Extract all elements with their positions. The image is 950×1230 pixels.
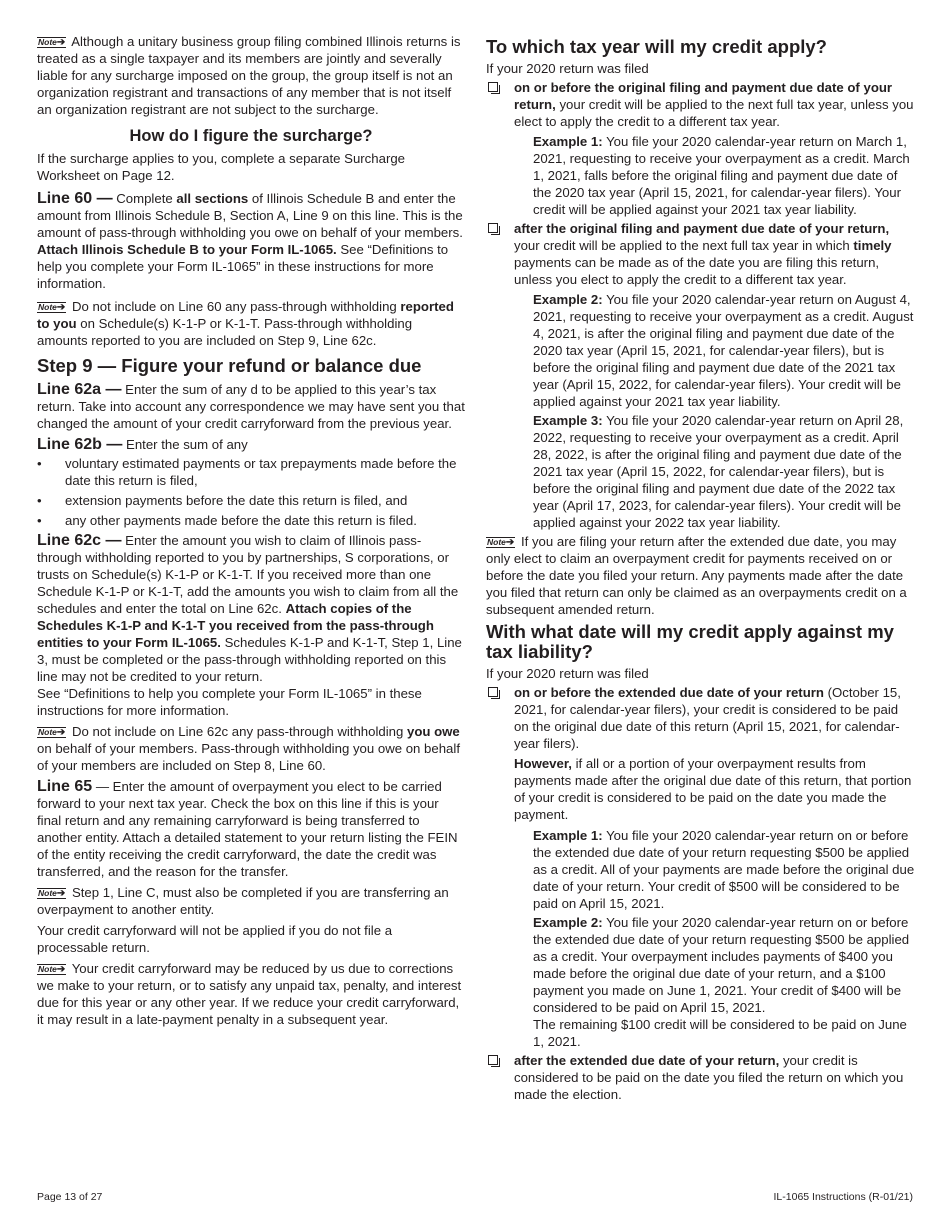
note-unitary: Note➔ Although a unitary business group filing combined Illinois returns is treated as a single taxpayer and its members are jointly and severally liable for any surcharge imposed on the group, the group itself is not an organization registrant and transactions of any member that is not itself an organization registrant are not subject to the surcharge. [37,34,461,117]
example-1: Example 1: You file your 2020 calendar-year return on March 1, 2021, requesting to receive your overpayment as a credit. March 1, 2021, falls before the original filing and payment due date of the 2020 tax year (April 15, 2021, for calendar-year filers). Your credit will be applied against your 2021 tax year liability. [533,134,910,217]
line-60: Line 60 — Complete all sections of Illinois Schedule B and enter the amount from Illinois Schedule B, Section A, Line 9 on this line. This is the amount of pass-through withholding you owe on behalf of your members. Attach Illinois Schedule B to your Form IL-1065. See “Definitions to help you complete your Form IL-1065” in these instructions for more information. [37,190,463,291]
surcharge-heading: How do I figure the surcharge? [129,127,373,145]
which-date-heading: With what date will my credit apply against my tax liability? [486,621,894,662]
if-2020-text: If your 2020 return was filed [486,61,649,76]
line-62c: Line 62c — Enter the amount you wish to claim of Illinois pass-through withholding reported to you by partnerships, S corporations, or trusts on Schedule(s) K-1-P or K-1-T. If you received more than one Schedule K-1-P or K-1-T, add the amounts you wish to claim from all the schedules and enter the total on Line 62c. Attach copies of the Schedules K-1-P and K-1-T you received from the pass-through entities to your Form IL-1065. Schedules K-1-P and K-1-T, Step 1, Line 3, must be completed or the pass-through withholding reported on this line may not be credited to your return. [37,532,462,684]
list-item: • voluntary estimated payments or tax prepayments made before the date this return is filed, [37,455,465,489]
note-reduced: Note➔ Your credit carryforward may be reduced by us due to corrections we make to your return, or to satisfy any unpaid tax, penalty, and interest due for this year or any other year. If we reduce your credit carryforward, it may result in a late-payment penalty in a subsequent year. [37,961,462,1027]
line-62b-list [37,455,465,529]
surcharge-text: If the surcharge applies to you, complete a separate Surcharge Worksheet on Page 12. [37,151,406,183]
date-example-2: Example 2: You file your 2020 calendar-year return on or before the extended due date of your return requesting $500 be applied as a credit. Your overpayment includes payments of $400 you made before the original due date of your return, and a $100 payment you made on June 1, 2021. Your credit of $400 will be considered to be paid on April 15, 2021. [533,915,910,1015]
checkbox-item-after-extended: after the extended due date of your return, your credit is considered to be paid on the date you filed the return on which you made the election. [486,1052,916,1103]
example-2: Example 2: You file your 2020 calendar-year return on August 4, 2021, requesting to receive your overpayment as a credit. August 4, 2021, is after the original filing and payment due date of the 2020 tax year (April 15, 2021, for calendar-year filers), but is before the original filing and payment due date of the 2021 tax year (April 15, 2022, for calendar-year filers). Your credit will be applied against your 2021 tax year liability. [533,292,914,409]
page-number: Page 13 of 27 [37,1191,103,1203]
note-extended: Note➔ If you are filing your return after the extended due date, you may only elect to claim an overpayment credit for payments received on or before the date you filed your return. Any payments made after the date you filed that return can only be claimed as an overpayments credit on a subsequent amended return. [486,534,907,617]
form-id: IL-1065 Instructions (R-01/21) [773,1191,913,1203]
carryforward-text: Your credit carryforward will not be applied if you do not file a processable return. [37,923,393,955]
checkbox-icon [488,1055,498,1065]
which-year-heading: To which tax year will my credit apply? [486,36,827,57]
line-62a: Line 62a — Enter the sum of any d to be applied to this year’s tax return. Take into account any correspondence we may have sent you that changed the amount of your credit carryforward from the previous year. [37,381,465,431]
note-icon: Note➔ [487,537,515,548]
line-62b: Line 62b — Enter the sum of any [37,436,248,453]
if-2020-text-2: If your 2020 return was filed [486,666,649,681]
checkbox-icon [488,82,498,92]
date-example-1: Example 1: You file your 2020 calendar-year return on or before the extended due date of your return requesting $500 be applied as a credit. All of your payments are made before the original due date of your return. Your credit of $500 will be considered to be paid on April 15, 2021. [533,828,915,911]
example-3: Example 3: You file your 2020 calendar-year return on April 28, 2022, requesting to receive your overpayment as a credit. April 28, 2022, is after the original filing and payment due date of the 2021 tax year (April 15, 2022, for calendar-year filers), but is before the original filing and payment due date of the 2022 tax year (April 17, 2023, for calendar-year filers). Your credit will be applied against your 2022 tax year liability. [533,413,904,530]
left-column [37,33,465,1032]
however-text: However, if all or a portion of your overpayment results from payments made after the original due date of this return, that portion of your credit is considered to be paid on the date you made the payment. [514,756,912,822]
step-9-heading: Step 9 — Figure your refund or balance due [37,355,422,376]
checkbox-item-before-due: on or before the original filing and payment due date of your return, your credit will be applied to the next full tax year, unless you elect to apply the credit to a different tax year. [486,79,916,130]
checkbox-item-after-due: after the original filing and payment due date of your return, your credit will be applied to the next full tax year in which timely payments can be made as of the date you are filing this return, unless you elect to apply the credit to a different tax year. [486,220,916,288]
list-item: • any other payments made before the date this return is filed. [37,512,465,529]
date-example-2-remaining: The remaining $100 credit will be considered to be paid on June 1, 2021. [533,1017,907,1049]
note-icon: Note➔ [38,964,66,975]
line-65: Line 65 — Enter the amount of overpayment you elect to be carried forward to your next tax year. Check the box on this line if this is your final return and any remaining carryforward is being transferred to another entity. Attach a detailed statement to your return listing the FEIN of the entity receiving the credit carryforward, the date the credit was transferred, and the reason for the transfer. [37,778,458,879]
checkbox-item-before-extended: on or before the extended due date of your return (October 15, 2021, for calendar-year filers), your credit is considered to be paid on the original due date of this return (April 15, 2021, for calendar-year filers). [486,684,916,752]
note-icon: Note➔ [38,727,66,738]
note-icon: Note➔ [38,888,66,899]
note-icon: Note➔ [38,302,66,313]
list-item: • extension payments before the date this return is filed, and [37,492,465,509]
note-line-60: Note➔ Do not include on Line 60 any pass-through withholding reported to you on Schedule(s) K-1-P or K-1-T. Pass-through withholding amounts reported to you are included on Step 9, Line 62c. [37,299,454,348]
note-line-65: Note➔ Step 1, Line C, must also be completed if you are transferring an overpayment to another entity. [37,885,449,917]
checkbox-icon [488,687,498,697]
checkbox-icon [488,223,498,233]
note-icon: Note➔ [38,37,66,48]
note-line-62c: Note➔ Do not include on Line 62c any pass-through withholding you owe on behalf of your members. Pass-through withholding you owe on behalf of your members are included on Step 8, Line 60. [37,724,460,773]
right-column [486,33,916,1106]
line-62c-see: See “Definitions to help you complete your Form IL-1065” in these instructions for more information. [37,686,422,718]
